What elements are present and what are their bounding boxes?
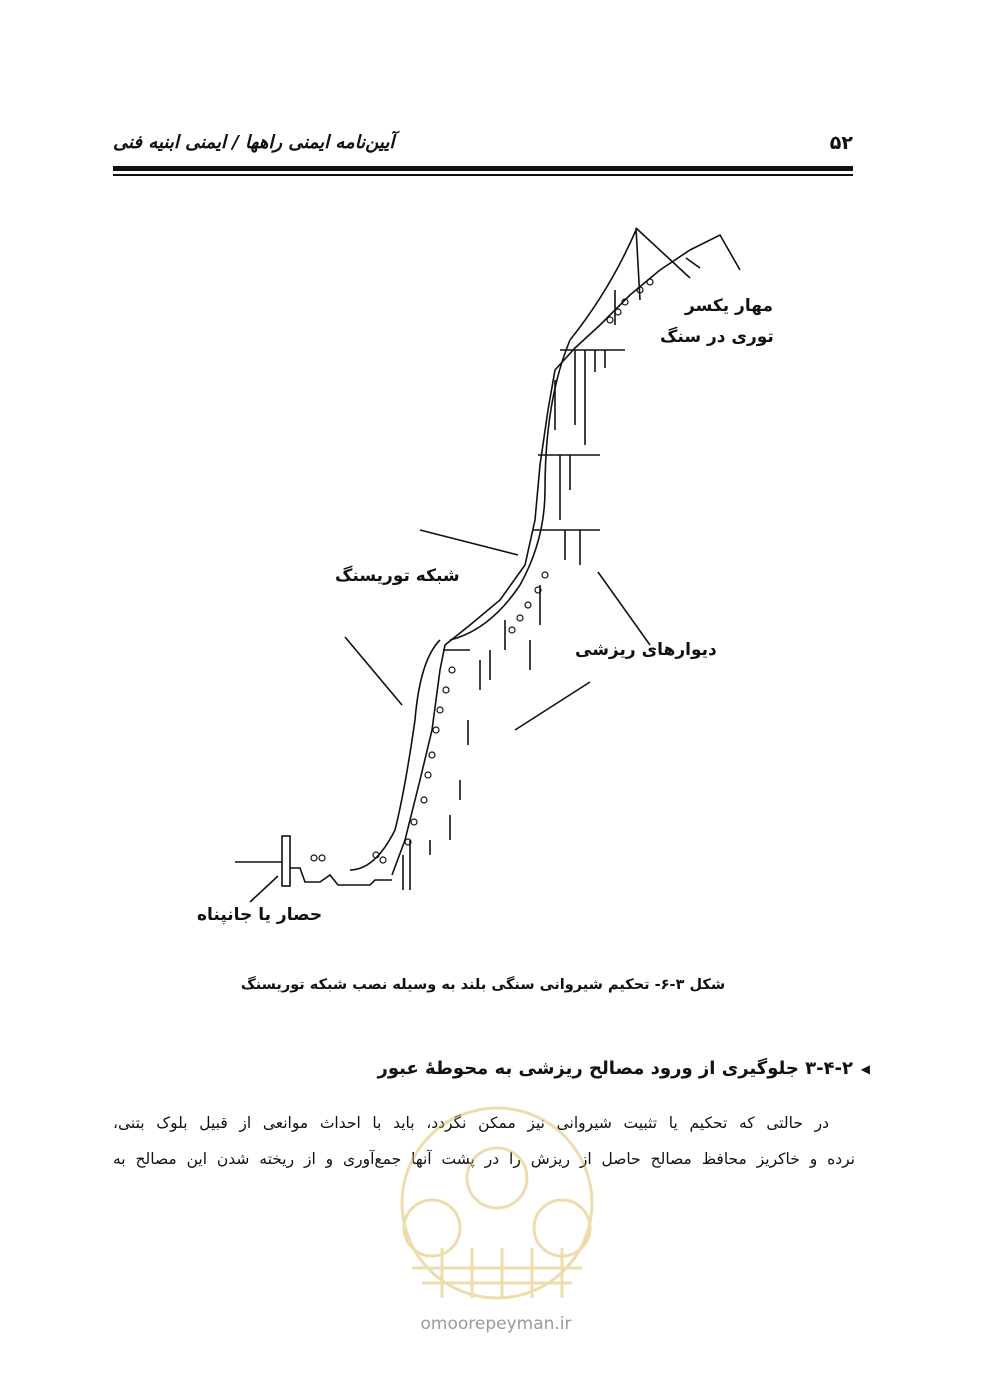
triangle-bullet-icon: ◀ <box>860 1062 870 1076</box>
leader-net-top <box>420 530 518 555</box>
body-line-2: نرده و خاکریز محافظ مصالح حاصل از ریزش را در پشت آنها جمع‌آوری و از ریخته شدن این مصالح به <box>113 1150 855 1168</box>
watermark-seal-icon <box>372 1098 622 1308</box>
header-rule-thin <box>113 174 853 176</box>
slope-stabilization-figure <box>0 200 992 940</box>
section-heading: ۳-۴-۲ جلوگیری از ورود مصالح ریزشی به محوطهٔ عبور <box>377 1058 853 1079</box>
leader-walls-down <box>515 682 590 730</box>
label-anchor: مهار یکسر <box>685 296 773 316</box>
net-top-curve <box>570 230 636 340</box>
leader-anchor <box>686 258 700 268</box>
anchor-cable <box>636 228 690 278</box>
fence-post <box>282 836 290 886</box>
page-header <box>113 120 853 170</box>
leader-net-low <box>345 637 402 705</box>
running-title: آیین‌نامه ایمنی راهها / ایمنی ابنیه فنی <box>113 132 395 153</box>
fall-wall-posts <box>403 290 615 890</box>
figure-caption: شکل ۳-۶- تحکیم شیروانی سنگی بلند به وسیله نصب شبکه توریسنگ <box>240 977 726 993</box>
page-number: ۵۲ <box>829 132 853 154</box>
watermark-url: omoorepeyman.ir <box>420 1314 572 1334</box>
label-mesh-in-rock: توری در سنگ <box>660 327 774 347</box>
body-line-1: در حالتی که تحکیم یا تثبیت شیروانی نیز ممکن نگردد، باید با احداث موانعی از قبیل بلوک بتنی، <box>113 1114 829 1132</box>
header-rule-thick <box>113 166 853 171</box>
label-wire-net: شبکه توریسنگ <box>335 566 460 586</box>
label-fall-walls: دیوارهای ریزشی <box>575 640 717 660</box>
label-fence: حصار یا جانپناه <box>197 905 323 925</box>
leader-walls-up <box>598 572 650 645</box>
ground-line <box>235 862 392 885</box>
leader-fence <box>250 876 278 902</box>
